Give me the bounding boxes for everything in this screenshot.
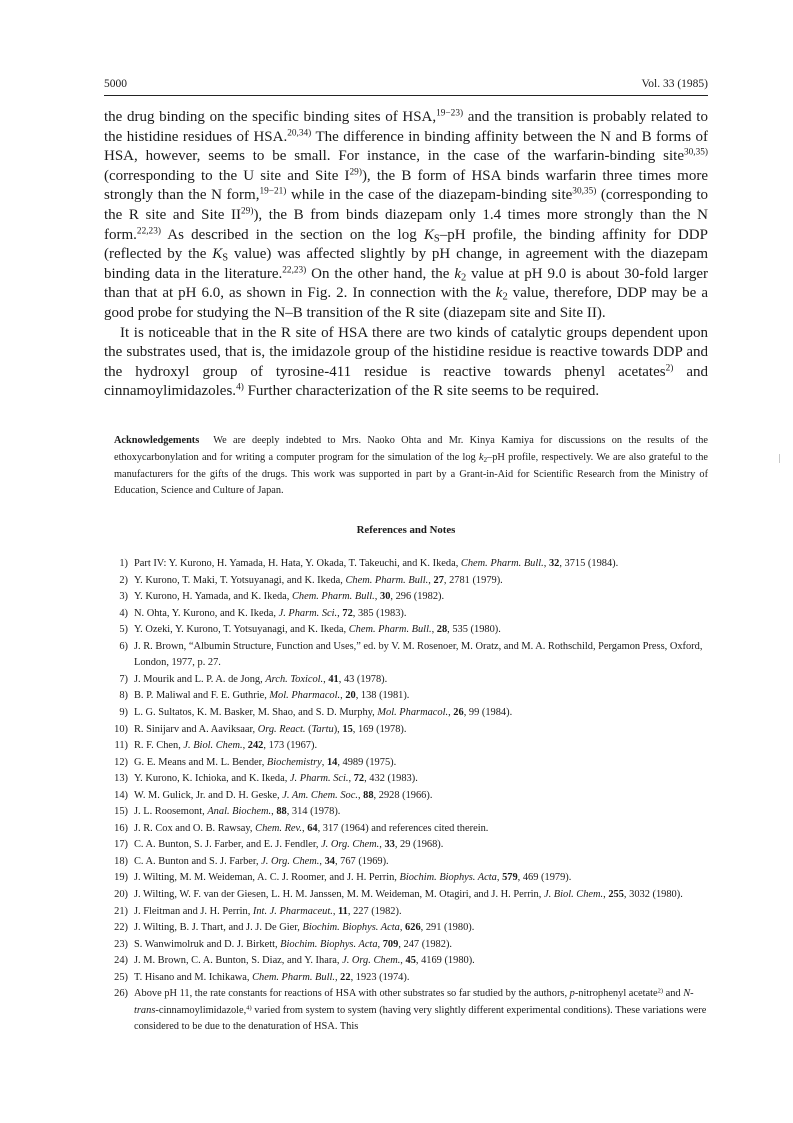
reference-number: 20) [114, 889, 128, 901]
reference-number: 11) [114, 740, 128, 752]
bold-text: 72 [353, 773, 365, 785]
italic-text: Biochim. Biophys. Acta [399, 872, 497, 884]
reference-number: 9) [119, 707, 128, 719]
reference-text: R. F. Chen, J. Biol. Chem., 242, 173 (1967). [134, 740, 318, 752]
reference-superscript: 30,35) [683, 147, 708, 158]
reference-text: Y. Kurono, T. Maki, T. Yotsuyanagi, and K. Ikeda, Chem. Pharm. Bull., 27, 2781 (1979). [134, 574, 503, 586]
reference-item [104, 788, 708, 805]
reference-item [104, 639, 708, 672]
reference-number: 1) [119, 558, 128, 570]
reference-item [104, 804, 708, 821]
reference-item [104, 755, 708, 772]
acknowledgements [104, 433, 708, 500]
reference-text: S. Wanwimolruk and D. J. Birkett, Biochim. Biophys. Acta, 709, 247 (1982). [134, 938, 453, 950]
subscript: S [433, 233, 440, 245]
reference-superscript: 20,34) [287, 128, 312, 139]
reference-item [104, 688, 708, 705]
reference-number: 24) [114, 955, 128, 967]
reference-text: J. R. Brown, “Albumin Structure, Function and Uses,” ed. by V. M. Rosenoer, M. Oratz, and M. A. Rothschild, Pergamon Press, Oxford, London, 1977, p. 27. [134, 640, 703, 669]
italic-text: Chem. Rev. [255, 822, 302, 834]
italic-text: p [569, 988, 575, 1000]
reference-text: J. Mourik and L. P. A. de Jong, Arch. Toxicol., 41, 43 (1978). [134, 673, 388, 685]
reference-item [104, 722, 708, 739]
body-paragraph: the drug binding on the specific binding sites of HSA,$^{19-23)}$ and the transition is probably related to the histidine residues of HSA.$^{20,34)}$ The difference in binding affinity between the N and B forms of HSA, however, seems to be small. For instance, in the case of the warfarin-binding site$^{30,35)}$ (corresponding to the U site and Site $I^{29)}$), the B form of HSA binds warfarin three times more strongly than the N form,$^{19-21)}$ while in the case of the diazepam-binding site$^{30,35)}$ (corresponding to the R site and Site II$^{29)}$), the B from binds diazepam only 1.4 times more strongly than the N form.$^{22,23)}$ As described in the section on the $\log K_S-pH$ profile, the binding affinity for DDP (reflected by the $K_S$ value) was affected slightly by pH change, in agreement with the diazepam binding data in the literature.$^{22,23)}$ On the other hand, the $k_2$ value at pH 9.0 is about 30-fold larger than that at pH 6.0, as shown in Fig. 2. In connection with the $k_2$ value, therefore, DDP may be a good probe for studying the N–B transition of the R site (diazepam site and Site II). [104, 108, 708, 321]
reference-text: Y. Kurono, H. Yamada, and K. Ikeda, Chem. Pharm. Bull., 30, 296 (1982). [134, 591, 445, 603]
italic-text: J. Pharm. Sci. [289, 773, 349, 785]
italic-text: Arch. Toxicol. [265, 673, 324, 685]
italic-text: K [423, 226, 434, 243]
margin-mark [779, 454, 780, 463]
reference-superscript: 2) [657, 987, 664, 995]
reference-item [104, 556, 708, 573]
subscript: 2 [461, 272, 467, 284]
body-paragraph: It is noticeable that in the R site of HSA there are two kinds of catalytic groups dependent upon the substrates used, that is, the imidazole group of the histidine residue is reactive towards DDP and the hydroxyl group of tyrosine-411 residue is reactive towards phenyl acetates$^{2)}$ and cinnamoylimidazoles.$^{4)}$ Further characterization of the R site seems to be required. [104, 324, 708, 400]
reference-text: N. Ohta, Y. Kurono, and K. Ikeda, J. Pharm. Sci., 72, 385 (1983). [134, 607, 407, 619]
reference-number: 14) [114, 789, 128, 801]
reference-superscript: 19−23) [436, 108, 464, 119]
references-title: References and Notes [356, 524, 456, 537]
references-list [104, 556, 708, 1036]
reference-text: J. Fleitman and J. H. Perrin, Int. J. Pharmaceut., 11, 227 (1982). [134, 905, 402, 917]
reference-number: 15) [114, 806, 128, 818]
bold-text: 22 [340, 971, 351, 983]
bold-text: 88 [363, 789, 374, 801]
bold-text: 626 [405, 922, 421, 934]
reference-text: Y. Ozeki, Y. Kurono, T. Yotsuyanagi, and K. Ikeda, Chem. Pharm. Bull., 28, 535 (1980). [134, 624, 501, 636]
reference-superscript: 4) [236, 382, 244, 393]
italic-text: Chem. Pharm. Bull. [252, 971, 335, 983]
reference-item [104, 771, 708, 788]
acknowledgements-title: Acknowledgements [114, 434, 200, 446]
bold-text: 26 [453, 707, 464, 719]
reference-item [104, 887, 708, 904]
reference-number: 10) [114, 723, 128, 735]
reference-number: 7) [119, 673, 128, 685]
italic-text: Int. J. Pharmaceut. [252, 905, 333, 917]
italic-text: Mol. Pharmacol. [377, 707, 449, 719]
bold-text: 64 [307, 822, 318, 834]
reference-text: B. P. Maliwal and F. E. Guthrie, Mol. Pharmacol., 20, 138 (1981). [134, 690, 410, 702]
reference-number: 4) [119, 607, 128, 619]
reference-text: J. R. Cox and O. B. Rawsay, Chem. Rev., 64, 317 (1964) and references cited therein. [134, 822, 489, 834]
reference-number: 17) [114, 839, 128, 851]
italic-text: Chem. Pharm. Bull. [345, 574, 429, 586]
reference-number: 21) [114, 905, 128, 917]
reference-superscript: 29) [349, 167, 362, 178]
reference-item [104, 738, 708, 755]
reference-text: L. G. Sultatos, K. M. Basker, M. Shao, and S. D. Murphy, Mol. Pharmacol., 26, 99 (1984). [134, 707, 513, 719]
italic-text: Anal. Biochem. [207, 806, 272, 818]
reference-item [104, 870, 708, 887]
reference-superscript: 4) [246, 1004, 252, 1012]
reference-superscript: 30,35) [572, 186, 597, 197]
subscript: 2 [483, 455, 488, 464]
reference-number: 25) [114, 971, 128, 983]
bold-text: 45 [405, 955, 416, 967]
reference-item [104, 821, 708, 838]
reference-item [104, 937, 708, 954]
italic-text: J. Biol. Chem. [543, 889, 604, 901]
bold-text: 15 [342, 723, 353, 735]
reference-text: C. A. Bunton and S. J. Farber, J. Org. Chem., 34, 767 (1969). [134, 855, 389, 867]
italic-text: Org. React. [257, 723, 306, 735]
reference-text: C. A. Bunton, S. J. Farber, and E. J. Fendler, J. Org. Chem., 33, 29 (1968). [134, 839, 444, 851]
reference-text: J. L. Roosemont, Anal. Biochem., 88, 314 (1978). [134, 806, 341, 818]
bold-text: 32 [548, 558, 560, 570]
bold-text: 255 [608, 889, 624, 901]
italic-text: Mol. Pharmacol. [269, 690, 341, 702]
reference-item [104, 854, 708, 871]
reference-number: 3) [119, 591, 128, 603]
bold-text: 41 [328, 673, 339, 685]
reference-item [104, 705, 708, 722]
reference-superscript: 29) [241, 206, 254, 217]
italic-text: Chem. Pharm. Bull. [291, 591, 375, 603]
reference-number: 5) [119, 624, 128, 636]
reference-number: 19) [114, 872, 128, 884]
reference-superscript: 22,23) [136, 226, 161, 237]
acknowledgements-text: We are deeply indebted to Mrs. Naoko Ohta and Mr. Kinya Kamiya for discussions on the results of the ethoxycarbonylation and for writing a computer program for the simulation of the $\log k_2-pH$ profile, respectively. We are also grateful to the manufacturers for the gifts of the drugs. This work was supported in part by a Grant-in-Aid for Scientific Research from the Ministry of Education, Science and Culture of Japan. [114, 434, 709, 497]
italic-text: K [212, 246, 223, 263]
italic-text: k [495, 285, 503, 302]
reference-text: T. Hisano and M. Ichikawa, Chem. Pharm. Bull., 22, 1923 (1974). [134, 971, 410, 983]
reference-number: 12) [114, 756, 128, 768]
bold-text: 28 [436, 624, 448, 636]
italic-text: Biochim. Biophys. Acta [280, 938, 378, 950]
italic-text: Biochemistry [266, 756, 322, 768]
reference-number: 23) [114, 938, 128, 950]
reference-number: 2) [119, 574, 128, 586]
reference-item [104, 589, 708, 606]
italic-text: J. Am. Chem. Soc. [282, 789, 358, 801]
italic-text: N-trans [134, 988, 694, 1016]
reference-superscript: 2) [665, 363, 674, 374]
reference-item [104, 837, 708, 854]
bold-text: 88 [276, 806, 287, 818]
bold-text: 30 [380, 591, 391, 603]
italic-text: k [454, 265, 462, 282]
reference-text: J. Wilting, B. J. Thart, and J. J. De Gier, Biochim. Biophys. Acta, 626, 291 (1980). [134, 922, 475, 934]
reference-item [104, 953, 708, 970]
bold-text: 33 [384, 839, 395, 851]
page-number: 5000 [104, 78, 127, 90]
italic-text: J. Biol. Chem. [183, 740, 243, 752]
italic-text: J. Org. Chem. [342, 955, 401, 967]
subscript: S [222, 252, 229, 264]
body-text [104, 108, 708, 402]
italic-text: J. Org. Chem. [261, 855, 320, 867]
page [104, 78, 708, 1036]
bold-text: 20 [345, 690, 356, 702]
italic-text: Biochim. Biophys. Acta [302, 922, 400, 934]
reference-text: R. Sinijarv and A. Aaviksaar, Org. React. (Tartu), 15, 169 (1978). [134, 723, 407, 735]
bold-text: 579 [502, 872, 518, 884]
reference-number: 16) [114, 822, 128, 834]
bold-text: 34 [324, 855, 335, 867]
reference-item [104, 904, 708, 921]
page-header [104, 78, 708, 96]
italic-text: J. Org. Chem. [321, 839, 380, 851]
reference-text: G. E. Means and M. L. Bender, Biochemistry, 14, 4989 (1975). [134, 756, 397, 768]
bold-text: 242 [247, 740, 264, 752]
italic-text: Chem. Pharm. Bull. [348, 624, 432, 636]
reference-item [104, 672, 708, 689]
volume-label: Vol. 33 (1985) [641, 78, 708, 90]
reference-text: Y. Kurono, K. Ichioka, and K. Ikeda, J. Pharm. Sci., 72, 432 (1983). [134, 773, 418, 785]
subscript: 2 [502, 291, 508, 303]
reference-number: 26) [114, 988, 128, 1000]
reference-number: 22) [114, 922, 128, 934]
italic-text: Chem. Pharm. Bull. [460, 558, 544, 570]
reference-number: 8) [119, 690, 128, 702]
italic-text: J. Pharm. Sci. [278, 607, 338, 619]
reference-item [104, 970, 708, 987]
bold-text: 72 [342, 607, 353, 619]
bold-text: 709 [382, 938, 399, 950]
reference-item [104, 622, 708, 639]
italic-text: k [478, 451, 484, 463]
reference-text: Part IV: Y. Kurono, H. Yamada, H. Hata, Y. Okada, T. Takeuchi, and K. Ikeda, Chem. Pharm. Bull., 32, 3715 (1984). [134, 558, 619, 570]
reference-text: J. Wilting, M. M. Weideman, A. C. J. Roomer, and J. H. Perrin, Biochim. Biophys. Acta, 579, 469 (1979). [134, 872, 572, 884]
reference-item [104, 986, 708, 1036]
italic-text: Tartu [311, 723, 334, 735]
reference-item [104, 606, 708, 623]
bold-text: 27 [433, 574, 444, 586]
reference-number: 13) [114, 773, 128, 785]
reference-item [104, 573, 708, 590]
reference-item [104, 920, 708, 937]
reference-number: 6) [119, 640, 128, 652]
reference-text: J. Wilting, W. F. van der Giesen, L. H. M. Janssen, M. M. Weideman, M. Otagiri, and J. H. Perrin, J. Biol. Chem., 255, 3032 (1980). [134, 889, 683, 901]
reference-text: Above pH 11, the rate constants for reactions of HSA with other substrates so far studied by the authors, p-nitrophenyl acetate$^{2)}$ and N-trans-cinnamoylimidazole,$^{4)}$ varied from system to system (having very slightly different experimental conditions). These variations were considered to be due to the denaturation of HSA. This [134, 987, 707, 1033]
bold-text: 11 [338, 905, 348, 917]
bold-text: 14 [326, 756, 338, 768]
reference-superscript: 22,23) [282, 265, 307, 276]
reference-text: J. M. Brown, C. A. Bunton, S. Diaz, and Y. Ihara, J. Org. Chem., 45, 4169 (1980). [134, 955, 475, 967]
reference-number: 18) [114, 855, 128, 867]
reference-superscript: 19−21) [259, 186, 287, 197]
reference-text: W. M. Gulick, Jr. and D. H. Geske, J. Am. Chem. Soc., 88, 2928 (1966). [134, 789, 433, 801]
